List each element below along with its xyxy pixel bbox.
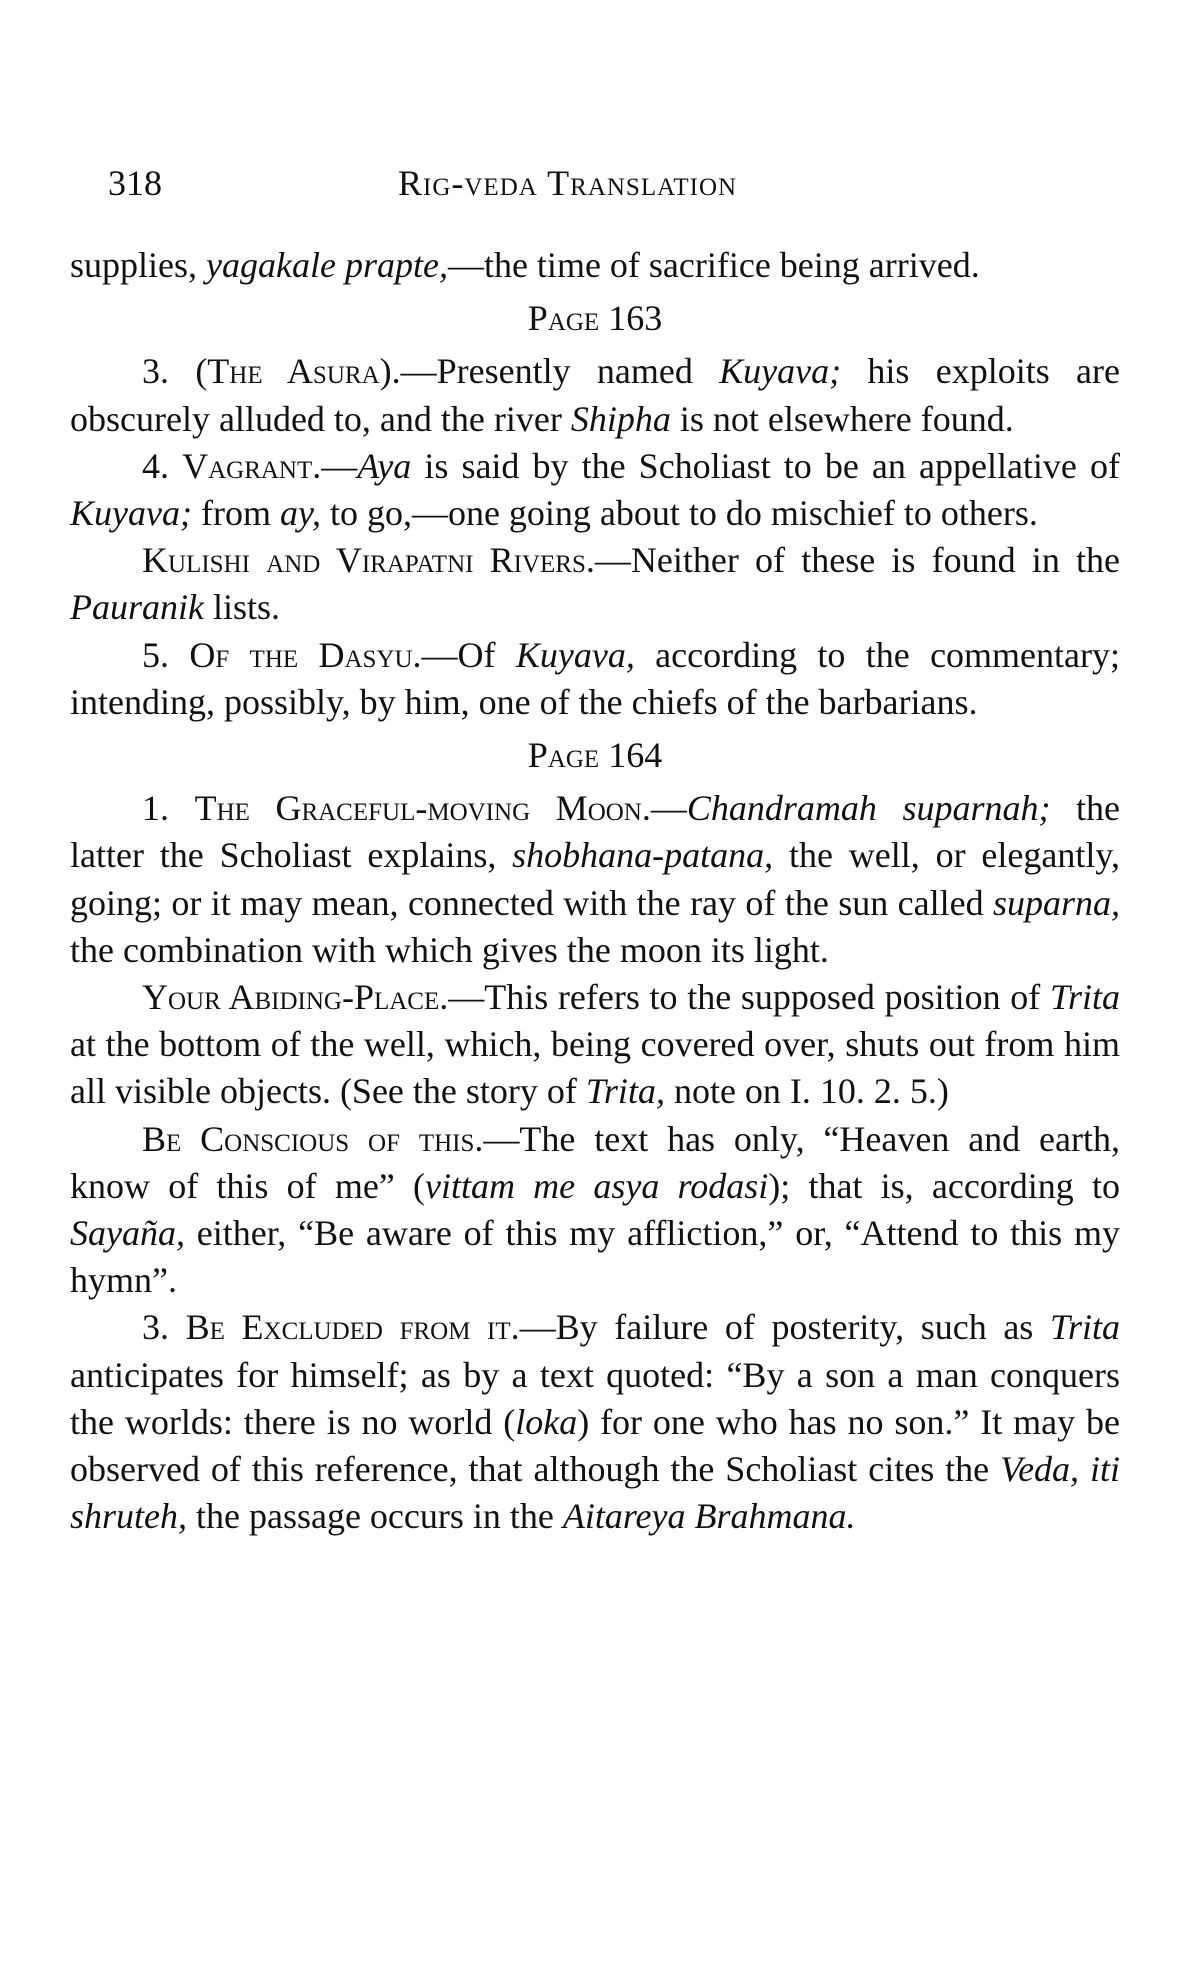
note-italic: shobhana-patana,	[512, 835, 774, 876]
note-text: note on I. 10. 2. 5.)	[664, 1071, 949, 1112]
note-163-3	[70, 348, 1120, 442]
intro-text: supplies,	[70, 245, 207, 285]
note-italic: Veda, iti shruteh,	[70, 1449, 1120, 1537]
note-italic: Kuyava,	[515, 634, 635, 675]
note-label: Vagrant.	[182, 445, 322, 486]
page-body	[70, 242, 1120, 1540]
note-italic: suparna,	[992, 882, 1120, 923]
note-164-abiding	[70, 974, 1120, 1116]
note-number: 3.	[142, 1307, 186, 1348]
note-text: his exploits are obscurely alluded to, and the river	[70, 351, 1120, 439]
note-italic: Aitareya Brahmana.	[562, 1496, 856, 1537]
note-text: at the bottom of the well, which, being covered over, shuts out from him all visible objects. (See the story of	[70, 1024, 1120, 1112]
note-163-5	[70, 632, 1120, 726]
note-text: the latter the Scholiast explains,	[70, 788, 1120, 876]
note-text: —	[650, 788, 687, 829]
note-italic: Pauranik	[70, 587, 204, 628]
note-164-1	[70, 785, 1120, 974]
note-italic: Trita	[1049, 1307, 1120, 1348]
note-italic: Trita	[1049, 977, 1121, 1018]
note-text: is said by the Scholiast to be an appellative of	[411, 445, 1120, 486]
section-heading-page-164: Page 164	[527, 735, 663, 776]
note-164-conscious	[70, 1116, 1120, 1305]
note-163-kulishi	[70, 537, 1120, 631]
section-heading-page-163: Page 163	[527, 298, 663, 339]
note-text: —	[321, 445, 358, 486]
note-italic: ay,	[279, 493, 321, 534]
note-number: 4.	[142, 445, 183, 486]
intro-text-2: —the time of sacrifice being arrived.	[447, 245, 980, 285]
note-text: lists.	[203, 587, 281, 628]
note-italic: vittam me asya rodasi	[424, 1165, 769, 1206]
note-text: ); that is, according to	[768, 1165, 1120, 1206]
note-text: anticipates for himself; as by a text quoted: “By a son a man conquers the worlds: there is no world (	[70, 1354, 1120, 1442]
note-label: Of the Dasyu.	[189, 634, 422, 675]
note-text: —This refers to the supposed position of	[448, 977, 1050, 1018]
note-italic: Shipha	[570, 398, 671, 439]
note-text: according to the commentary; intending, possibly, by him, one of the chiefs of the barbarians.	[70, 634, 1120, 722]
note-text: ) for one who has no son.” It may be observed of this reference, that although the Scholiast cites the	[70, 1401, 1121, 1490]
note-number: 5.	[142, 634, 190, 675]
note-text: the well, or elegantly, going; or it may mean, connected with the ray of the sun called	[70, 835, 1120, 923]
note-label: Be Excluded from it.	[185, 1307, 520, 1348]
intro-paragraph	[70, 242, 1120, 289]
note-italic: loka	[515, 1401, 578, 1442]
note-text: —The text has only, “Heaven and earth, know of this of me” (	[70, 1118, 1120, 1206]
note-text: from	[191, 493, 280, 534]
note-italic: Aya	[357, 445, 412, 486]
note-label: Be Conscious of this.	[142, 1118, 484, 1159]
note-number: 1.	[142, 788, 195, 829]
note-label: Your Abiding-Place.	[142, 977, 449, 1018]
note-italic: Sayaña,	[70, 1213, 185, 1254]
note-italic: Kuyava;	[719, 351, 842, 392]
note-label: Kulishi and Virapatni Rivers.	[142, 540, 595, 581]
note-text: —Neither of these is found in the	[594, 540, 1120, 581]
note-text: is not elsewhere found.	[670, 398, 1014, 439]
note-italic: Kuyava;	[70, 493, 192, 534]
note-text: either, “Be aware of this my affliction,” or, “Attend to this my hymn”.	[70, 1213, 1120, 1301]
note-164-3	[70, 1304, 1120, 1540]
note-text: the passage occurs in the	[187, 1496, 563, 1537]
note-text: —Of	[421, 634, 516, 675]
note-number: 3.	[142, 351, 196, 392]
note-text: —Presently named	[400, 351, 720, 392]
note-italic: Chandramah suparnah;	[686, 788, 1051, 829]
intro-italic: yagakale prapte,	[206, 245, 448, 285]
note-text: to go,—one going about to do mischief to others.	[320, 493, 1038, 534]
note-text: the combination with which gives the moon its light.	[70, 929, 829, 970]
page-header	[108, 162, 1058, 212]
note-label: The Graceful-moving Moon.	[194, 788, 651, 829]
note-text: —By failure of posterity, such as	[519, 1307, 1050, 1348]
note-163-4	[70, 443, 1120, 537]
running-title: Rig-veda Translation	[398, 163, 738, 203]
note-italic: Trita,	[585, 1071, 665, 1112]
page-number: 318	[108, 163, 162, 203]
note-label: (The Asura).	[195, 351, 401, 392]
